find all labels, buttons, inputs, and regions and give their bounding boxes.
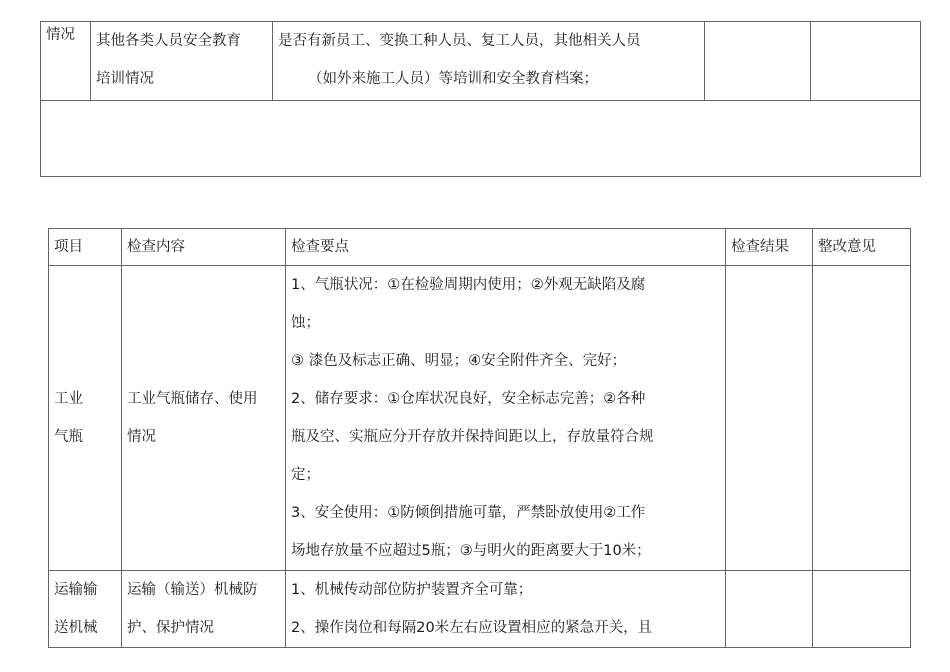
- points-line: 蚀；: [291, 315, 320, 331]
- item-cell: [41, 22, 91, 101]
- content-line: 护、保护情况: [127, 620, 214, 636]
- inspection-table-top: [40, 21, 921, 177]
- table-header-row: [49, 229, 911, 266]
- content-line: 运输（输送）机械防: [127, 582, 258, 598]
- points-line: 2、储存要求：①仓库状况良好，安全标志完善；②各种: [291, 391, 646, 407]
- content-cell: [91, 22, 273, 101]
- inspection-table: [48, 228, 911, 648]
- result-cell: [705, 22, 811, 101]
- item-line: 工业: [54, 391, 83, 407]
- result-cell: [726, 266, 813, 571]
- content-line: 培训情况: [96, 71, 154, 87]
- points-line: 1、机械传动部位防护装置齐全可靠；: [291, 582, 533, 598]
- item-line: 送机械: [54, 620, 98, 636]
- points-line: 2、操作岗位和每隔20米左右应设置相应的紧急开关，且: [291, 620, 653, 636]
- header-points: 检查要点: [286, 229, 726, 266]
- empty-merged-cell: [41, 101, 921, 177]
- item-cell: [49, 266, 122, 571]
- content-cell: [122, 571, 286, 648]
- content-line: 其他各类人员安全教育: [96, 33, 241, 49]
- points-line: 是否有新员工、变换工种人员、复工人员，其他相关人员: [278, 33, 641, 49]
- header-opinion: 整改意见: [813, 229, 911, 266]
- points-line: 1、气瓶状况：①在检验周期内使用；②外观无缺陷及腐: [291, 277, 646, 293]
- opinion-cell: [811, 22, 921, 101]
- points-line: 场地存放量不应超过5瓶；③与明火的距离要大于10米；: [291, 543, 651, 559]
- points-line: ③ 漆色及标志正确、明显；④安全附件齐全、完好；: [291, 353, 627, 369]
- opinion-cell: [813, 266, 911, 571]
- item-text: 情况: [46, 27, 75, 43]
- points-line: 瓶及空、实瓶应分开存放并保持间距以上，存放量符合规: [291, 429, 654, 445]
- content-line: 工业气瓶储存、使用: [127, 391, 258, 407]
- points-cell: [273, 22, 705, 101]
- item-line: 气瓶: [54, 429, 83, 445]
- header-content: 检查内容: [122, 229, 286, 266]
- result-cell: [726, 571, 813, 648]
- header-item: 项目: [49, 229, 122, 266]
- points-line: （如外来施工人员）等培训和安全教育档案；: [308, 71, 598, 87]
- table-row: [49, 571, 911, 648]
- table-row: [41, 22, 921, 101]
- item-line: 运输输: [54, 582, 98, 598]
- points-line: 3、安全使用：①防倾倒措施可靠，严禁卧放使用②工作: [291, 505, 646, 521]
- points-line: 定；: [291, 467, 320, 483]
- table-row-empty: [41, 101, 921, 177]
- content-cell: [122, 266, 286, 571]
- points-cell: [286, 571, 726, 648]
- content-line: 情况: [127, 429, 156, 445]
- item-cell: [49, 571, 122, 648]
- points-cell: [286, 266, 726, 571]
- header-result: 检查结果: [726, 229, 813, 266]
- opinion-cell: [813, 571, 911, 648]
- table-row: [49, 266, 911, 571]
